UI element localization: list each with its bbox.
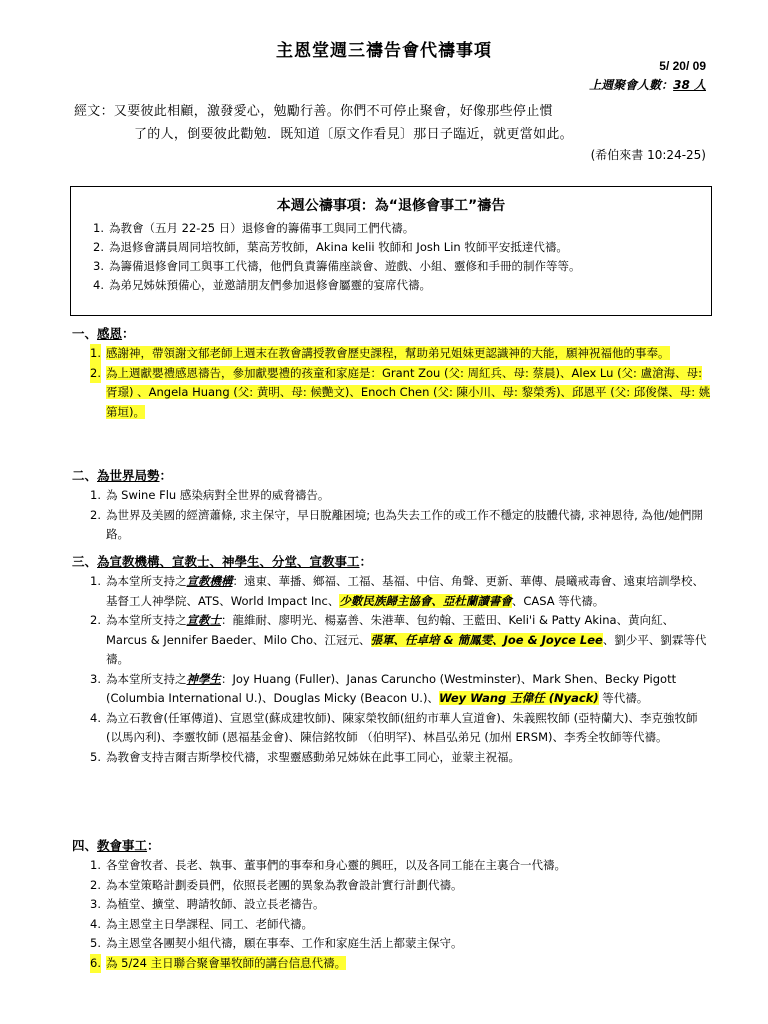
item-keyword: 宣教機構 xyxy=(186,574,233,588)
section-list xyxy=(72,856,712,973)
item-text: 為世界及美國的經濟蕭條, 求主保守，早日脫離困境; 也為失去工作的或工作不穩定的肢體代禱, 求神恩待, 為他/她們開路。 xyxy=(106,507,703,541)
list-item xyxy=(72,748,712,768)
weekly-prayer-item xyxy=(71,257,711,276)
item-text: 為弟兄姊妹預備心，並邀請朋友們參加退修會屬靈的宴席代禱。 xyxy=(109,278,431,292)
item-text: ：Joy Huang (Fuller)、Janas Caruncho (Westminster)、Mark Shen、Becky Pigott (Columbia International U.)、Douglas Micky (Beacon U.)、 xyxy=(106,671,677,705)
scripture-verse xyxy=(74,100,714,146)
section-heading xyxy=(72,466,712,486)
item-text: 為主恩堂各團契小組代禱，願在事奉、工作和家庭生活上都蒙主保守。 xyxy=(106,936,463,950)
section-list xyxy=(72,572,712,767)
list-item xyxy=(72,709,712,748)
item-text: 為退修會講員周同培牧師，葉高芳牧師，Akina kelii 牧師和 Josh Lin 牧師平安抵達代禱。 xyxy=(109,240,568,254)
section-list xyxy=(72,486,712,545)
list-item xyxy=(72,934,712,954)
weekly-prayer-box xyxy=(70,186,712,316)
attendance-line xyxy=(589,76,706,93)
list-item xyxy=(72,856,712,876)
section-number: 三、 xyxy=(72,554,98,569)
weekly-prayer-title: 本週公禱事項：為“退修會事工”禱告 xyxy=(276,198,506,214)
list-item xyxy=(72,364,712,423)
item-number: 2. xyxy=(90,364,101,384)
section-colon: ： xyxy=(159,468,173,483)
item-text: 等代禱。 xyxy=(598,691,649,705)
attendance-label: 上週聚會人數： xyxy=(589,78,674,92)
item-number: 6. xyxy=(90,954,101,974)
section-title: 感恩 xyxy=(97,326,123,341)
item-number: 1. xyxy=(90,344,101,364)
section-church-ministry xyxy=(72,836,712,973)
section-number: 二、 xyxy=(72,468,98,483)
item-number: 5. xyxy=(90,936,101,950)
weekly-prayer-item xyxy=(71,276,711,295)
item-text: 為 5/24 主日聯合聚會畢牧師的講台信息代禱。 xyxy=(106,955,347,970)
item-text: 為上週獻嬰禮感恩禱告，參加獻嬰禮的孩童和家庭是：Grant Zou (父: 周紅兵、母: 蔡晨)、Alex Lu (父: 盧滄海、母: 胥璟) 、Angela Huang (父: 黄明、母: 候艷文)、Enoch Chen (父: 陳小川、母: 黎榮秀)、邱恩平 (父: 邱俊傑、母: 姚第垣)。 xyxy=(106,365,711,419)
verse-line-2: 了的人，倒要彼此勸勉．既知道〔原文作看見〕那日子臨近，就更當如此。 xyxy=(134,127,573,142)
item-number: 3. xyxy=(90,897,101,911)
item-number: 2. xyxy=(90,877,101,892)
list-item xyxy=(72,876,712,896)
list-item xyxy=(72,670,712,709)
list-item xyxy=(72,611,712,670)
bulletin-date: 5/ 20/ 09 xyxy=(659,59,706,73)
item-text: 為本堂所支持之 xyxy=(106,613,187,627)
weekly-prayer-list xyxy=(71,219,711,295)
section-thanksgiving xyxy=(72,324,712,422)
list-item xyxy=(72,506,712,545)
item-text: 為植堂、擴堂、聘請牧師、設立長老禱告。 xyxy=(106,897,325,911)
item-number: 1. xyxy=(93,221,104,235)
item-number: 5. xyxy=(90,749,101,764)
section-heading xyxy=(72,836,712,856)
item-number: 2. xyxy=(90,507,101,522)
item-text: 為籌備退修會同工與事工代禱，他們負責籌備座談會、遊戲、小組、靈修和手冊的制作等等。 xyxy=(109,259,581,273)
list-item xyxy=(72,572,712,611)
section-world xyxy=(72,466,712,545)
item-number: 1. xyxy=(90,574,101,588)
item-text: 感謝神，帶領謝文郁老師上週末在教會講授教會歷史課程，幫助弟兄姐妹更認識神的大能，願神祝福他的事奉。 xyxy=(106,346,670,360)
attendance-count: 38 人 xyxy=(673,78,706,92)
section-colon: ： xyxy=(122,326,135,341)
item-text: 為本堂所支持之 xyxy=(106,574,187,588)
section-colon: ： xyxy=(359,554,373,569)
weekly-prayer-item xyxy=(71,219,711,238)
item-text: 、CASA 等代禱。 xyxy=(511,593,605,608)
list-item xyxy=(72,915,712,935)
item-highlight: 張軍、任卓培 & 簡鳳雯、Joe & Joyce Lee xyxy=(370,632,603,647)
section-colon: ： xyxy=(147,838,160,853)
item-text: 為教會支持吉爾吉斯學校代禱，求聖靈感動弟兄姊妹在此事工同心，並蒙主祝福。 xyxy=(106,749,520,764)
item-number: 3. xyxy=(93,259,104,273)
item-highlight: 少數民族歸主協會、亞杜蘭讀書會 xyxy=(339,593,512,608)
item-text: 為教會（五月 22-25 日）退修會的籌備事工與同工們代禱。 xyxy=(109,221,415,235)
item-keyword: 神學生 xyxy=(186,671,221,686)
section-heading xyxy=(72,324,712,344)
item-number: 1. xyxy=(90,488,101,502)
section-title: 為宣教機構、宣教士、神學生、分堂、宣教事工 xyxy=(97,554,360,569)
list-item xyxy=(72,344,712,364)
section-heading xyxy=(72,552,712,572)
item-highlight: Wey Wang 王偉任 (Nyack) xyxy=(438,691,599,705)
list-item xyxy=(72,895,712,915)
list-item xyxy=(72,486,712,506)
item-text: 為 Swine Flu 感染病對全世界的威脅禱告。 xyxy=(106,488,330,502)
item-number: 4. xyxy=(90,710,101,725)
verse-line-1: 經文：又要彼此相顧，激發愛心，勉勵行善。你們不可停止聚會，好像那些停止慣 xyxy=(74,104,553,119)
item-number: 4. xyxy=(93,278,104,292)
item-number: 3. xyxy=(90,671,101,686)
section-title: 教會事工 xyxy=(97,838,148,853)
item-text: ：龍維耐、廖明光、楊嘉善、朱港華、包約翰、王藍田、Keli'i & Patty Akina、黄向紅、Marcus & Jennifer Baeder、Milo Cho、江冠元、 xyxy=(106,613,675,647)
item-text: 為立石教會(任軍傳道)、宣恩堂(蘇成建牧師)、陳家榮牧師(紐約市華人宣道會)、朱義熙牧師 (亞特蘭大)、李克強牧師 (以馬內利)、李靈牧師 (恩福基金會)、陳信銘牧師 （伯明罕)、林昌弘弟兄 (加州 ERSM)、李秀全牧師等代禱。 xyxy=(106,710,698,744)
item-text: 、劉少平、劉霖等代禱。 xyxy=(106,632,707,666)
section-title: 為世界局勢 xyxy=(97,468,160,483)
section-list xyxy=(72,344,712,422)
section-number: 一、 xyxy=(72,326,98,341)
page-title: 主恩堂週三禱告會代禱事項 xyxy=(276,41,492,61)
item-text: 為本堂所支持之 xyxy=(106,671,187,686)
item-keyword: 宣教士 xyxy=(186,613,221,627)
verse-reference: (希伯來書 10:24-25) xyxy=(590,148,706,162)
item-number: 2. xyxy=(93,240,104,254)
item-number: 4. xyxy=(90,916,101,931)
item-number: 1. xyxy=(90,858,101,872)
item-number: 2. xyxy=(90,613,101,627)
weekly-prayer-item xyxy=(71,238,711,257)
item-text: 為主恩堂主日學課程、同工、老師代禱。 xyxy=(106,916,313,931)
item-text: 為本堂策略計劃委員們，依照長老團的異象為教會設計實行計劃代禱。 xyxy=(106,877,463,892)
item-text: ：遠東、華播、鄉福、工福、基福、中信、角聲、更新、華傳、晨曦戒毒會、遠東培訓學校、基督工人神學院、ATS、World Impact Inc、 xyxy=(106,574,704,608)
list-item xyxy=(72,954,712,974)
item-text: 各堂會牧者、長老、執事、董事們的事奉和身心靈的興旺，以及各同工能在主裏合一代禱。 xyxy=(106,858,566,872)
section-number: 四、 xyxy=(72,838,98,853)
section-missions xyxy=(72,552,712,767)
